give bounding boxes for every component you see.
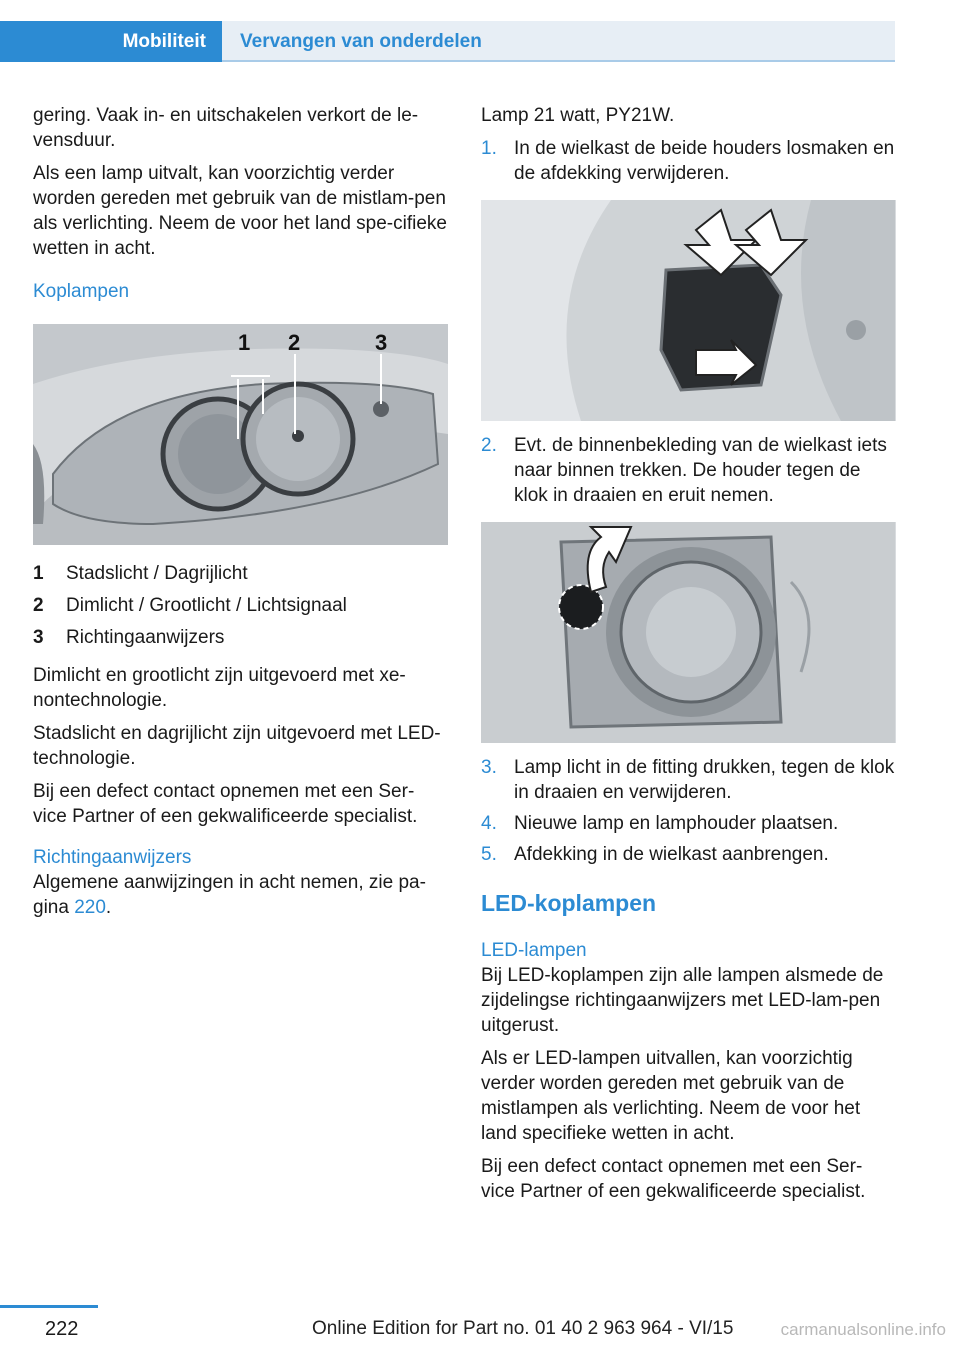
lampholder-illustration xyxy=(481,522,895,743)
paragraph: Stadslicht en dagrijlicht zijn uitgevoerd met LED-technologie. xyxy=(33,723,441,769)
headlight-figure xyxy=(33,324,448,545)
step-item xyxy=(481,842,895,867)
step-list xyxy=(481,433,895,508)
headlight-illustration xyxy=(33,324,448,545)
page-number: 222 xyxy=(45,1318,79,1340)
step-text: In de wielkast de beide houders losmaken en de afdekking verwijderen. xyxy=(514,138,895,184)
step-item xyxy=(481,136,895,186)
step-number: 2. xyxy=(481,435,497,456)
watermark: carmanualsonline.info xyxy=(780,1320,946,1339)
page-link[interactable]: 220 xyxy=(74,897,106,918)
figure-label-2: 2 xyxy=(288,330,301,355)
section-heading-led-koplampen: LED-koplampen xyxy=(481,890,657,916)
figure-label-3: 3 xyxy=(375,330,388,355)
legend-number: 2 xyxy=(33,594,44,616)
step-number: 3. xyxy=(481,757,497,778)
wheelarch-cover-illustration xyxy=(481,200,895,421)
legend-item xyxy=(33,557,448,589)
figure-legend xyxy=(33,557,448,653)
step-list xyxy=(481,755,895,867)
footer-divider xyxy=(0,1305,98,1308)
section-heading-koplampen: Koplampen xyxy=(33,281,130,302)
step-text: Nieuwe lamp en lamphouder plaatsen. xyxy=(514,813,839,834)
legend-item xyxy=(33,589,448,621)
paragraph: Als er LED-lampen uitvallen, kan voorzichtig verder worden gereden met gebruik van de mistlampen als verlichting. Neem de voor het land specifieke wetten in acht. xyxy=(481,1048,861,1144)
step-text: Afdekking in de wielkast aanbrengen. xyxy=(514,844,829,865)
step-item xyxy=(481,433,895,508)
step-text: Evt. de binnenbekleding van de wielkast iets naar binnen trekken. De houder tegen de klok in draaien en eruit nemen. xyxy=(514,435,887,506)
subheading-led-lampen: LED-lampen xyxy=(481,940,587,961)
paragraph: Bij LED-koplampen zijn alle lampen alsmede de zijdelingse richtingaanwijzers met LED-lam‐pen uitgerust. xyxy=(481,965,884,1036)
section-tab: Mobiliteit xyxy=(0,21,222,62)
legend-text: Stadslicht / Dagrijlicht xyxy=(66,562,248,584)
step-number: 4. xyxy=(481,813,497,834)
paragraph: gering. Vaak in- en uitschakelen verkort de le‐vensduur. xyxy=(33,105,419,151)
figure-label-1: 1 xyxy=(238,330,251,355)
legend-text: Richtingaanwijzers xyxy=(66,626,225,648)
step-text: Lamp licht in de fitting drukken, tegen de klok in draaien en verwijderen. xyxy=(514,757,895,803)
reference-text: Algemene aanwijzingen in acht nemen, zie pa‐gina xyxy=(33,872,426,918)
page-header xyxy=(0,0,895,62)
lampholder-figure xyxy=(481,522,896,743)
legend-item xyxy=(33,621,448,653)
chapter-tab: Vervangen van onderdelen xyxy=(222,21,895,62)
subheading-richtingaanwijzers: Richtingaanwijzers xyxy=(33,847,192,868)
left-column xyxy=(33,103,448,928)
reference-suffix: . xyxy=(105,897,112,918)
paragraph: Dimlicht en grootlicht zijn uitgevoerd met xe‐nontechnologie. xyxy=(33,665,406,711)
legend-number: 1 xyxy=(33,562,44,584)
edition-info: Online Edition for Part no. 01 40 2 963 964 - VI/15 xyxy=(312,1318,734,1339)
right-column xyxy=(481,103,895,1212)
lamp-spec: Lamp 21 watt, PY21W. xyxy=(481,105,675,126)
legend-number: 3 xyxy=(33,626,44,648)
step-item xyxy=(481,811,895,836)
paragraph: Als een lamp uitvalt, kan voorzichtig verder worden gereden met gebruik van de mistlam‐pen als verlichting. Neem de voor het land spe‐cifieke wetten in acht. xyxy=(33,163,447,259)
legend-text: Dimlicht / Grootlicht / Lichtsignaal xyxy=(66,594,347,616)
paragraph: Bij een defect contact opnemen met een Ser‐vice Partner of een gekwalificeerde specialist. xyxy=(481,1156,866,1202)
step-number: 1. xyxy=(481,138,497,159)
step-number: 5. xyxy=(481,844,497,865)
header-divider xyxy=(222,60,895,62)
paragraph-page-reference xyxy=(33,870,448,920)
paragraph: Bij een defect contact opnemen met een Ser‐vice Partner of een gekwalificeerde specialist. xyxy=(33,781,418,827)
step-item xyxy=(481,755,895,805)
step-list xyxy=(481,136,895,186)
wheelarch-cover-figure xyxy=(481,200,896,421)
